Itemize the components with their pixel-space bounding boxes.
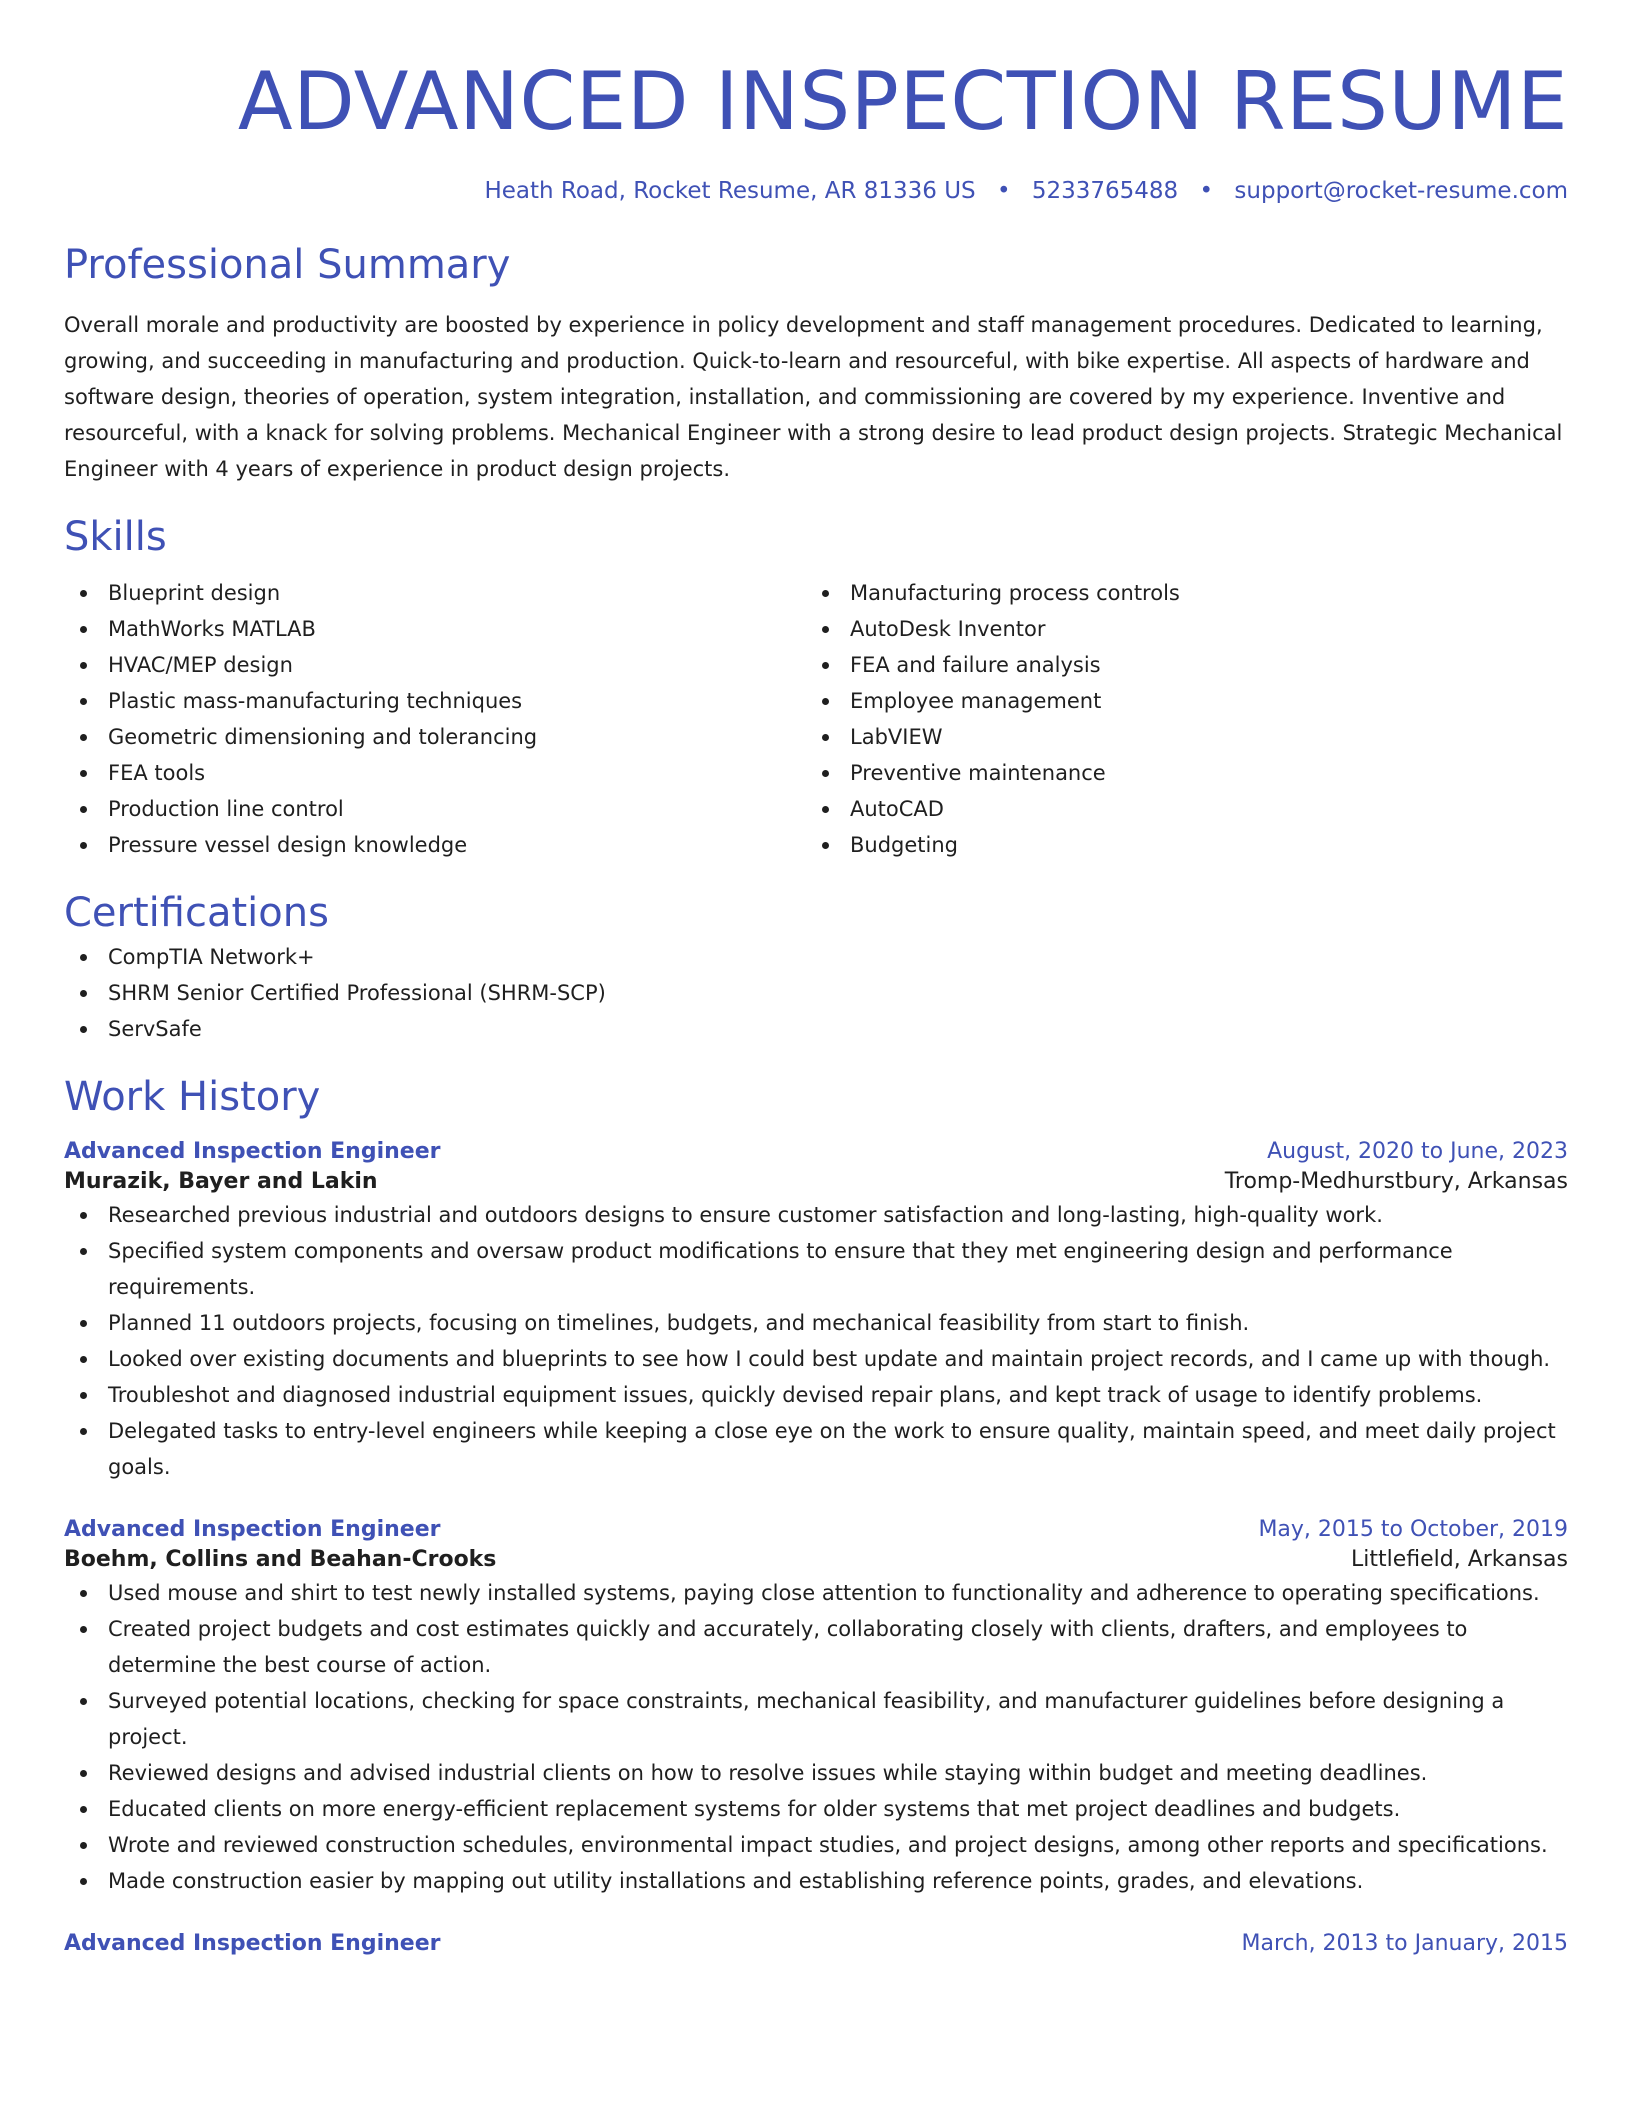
- job-title-row: [64, 1137, 1568, 1167]
- job-bullet: Used mouse and shirt to test newly installed systems, paying close attention to functionality and adherence to operating specifications.: [64, 1575, 1568, 1611]
- job-bullet: Delegated tasks to entry-level engineers while keeping a close eye on the work to ensure quality, maintain speed, and meet daily project goals.: [64, 1413, 1568, 1485]
- job-company-row: [64, 1545, 1568, 1575]
- skills-grid: [64, 575, 1568, 863]
- certifications-list: [64, 939, 1568, 1047]
- skill-item: Budgeting: [806, 827, 1548, 863]
- contact-address: Heath Road, Rocket Resume, AR 81336 US: [484, 178, 976, 204]
- job-entry: [64, 1515, 1568, 1899]
- job-location: Tromp-Medhurstbury, Arkansas: [1224, 1169, 1568, 1194]
- job-bullet: Surveyed potential locations, checking for space constraints, mechanical feasibility, and manufacturer guidelines before designing a project.: [64, 1683, 1568, 1755]
- job-bullet: Specified system components and oversaw product modifications to ensure that they met engineering design and performance requirements.: [64, 1233, 1568, 1305]
- skill-item: Plastic mass-manufacturing techniques: [64, 683, 806, 719]
- skill-item: Pressure vessel design knowledge: [64, 827, 806, 863]
- job-title-row: [64, 1929, 1568, 1959]
- work-history-section: [64, 1071, 1568, 1959]
- certifications-section: [64, 887, 1568, 1047]
- skill-item: Geometric dimensioning and tolerancing: [64, 719, 806, 755]
- job-company-row: [64, 1167, 1568, 1197]
- job-location: Littlefield, Arkansas: [1350, 1547, 1568, 1572]
- resume-header: [64, 0, 1568, 207]
- job-title: Advanced Inspection Engineer: [64, 1139, 441, 1164]
- summary-text: Overall morale and productivity are boosted by experience in policy development and staff management procedures. Dedicated to learning, growing, and succeeding in manufacturing and production. Quick-to-learn and resourceful, with bike expertise. All aspects of hardware and software design, theories of operation, system integration, installation, and commissioning are covered by my experience. Inventive and resourceful, with a knack for solving problems. Mechanical Engineer with a strong desire to lead product design projects. Strategic Mechanical Engineer with 4 years of experience in product design projects.: [64, 313, 1563, 481]
- summary-heading: Professional Summary: [64, 242, 511, 288]
- job-bullet: Planned 11 outdoors projects, focusing on timelines, budgets, and mechanical feasibility from start to finish.: [64, 1305, 1568, 1341]
- skills-heading: Skills: [64, 514, 167, 560]
- certification-item: SHRM Senior Certified Professional (SHRM-SCP): [64, 975, 1568, 1011]
- skill-item: Employee management: [806, 683, 1548, 719]
- job-bullet: Troubleshot and diagnosed industrial equipment issues, quickly devised repair plans, and kept track of usage to identify problems.: [64, 1377, 1568, 1413]
- job-company: Boehm, Collins and Beahan-Crooks: [64, 1547, 497, 1572]
- job-bullet: Looked over existing documents and blueprints to see how I could best update and maintain project records, and I came up with though.: [64, 1341, 1568, 1377]
- job-bullet: Made construction easier by mapping out utility installations and establishing reference points, grades, and elevations.: [64, 1863, 1568, 1899]
- job-bullet: Wrote and reviewed construction schedules, environmental impact studies, and project designs, among other reports and specifications.: [64, 1827, 1568, 1863]
- work-history-heading: Work History: [64, 1074, 321, 1120]
- job-bullets: [64, 1575, 1568, 1899]
- certification-item: ServSafe: [64, 1011, 1568, 1047]
- job-bullets: [64, 1197, 1568, 1485]
- skill-item: Preventive maintenance: [806, 755, 1548, 791]
- skill-item: AutoCAD: [806, 791, 1548, 827]
- skill-item: MathWorks MATLAB: [64, 611, 806, 647]
- job-entry: [64, 1137, 1568, 1485]
- skills-list-left: [64, 575, 806, 863]
- job-company: Murazik, Bayer and Lakin: [64, 1169, 378, 1194]
- job-title: Advanced Inspection Engineer: [64, 1517, 441, 1542]
- contact-separator: •: [996, 178, 1011, 204]
- job-dates: March, 2013 to January, 2015: [1241, 1931, 1568, 1956]
- skill-item: Blueprint design: [64, 575, 806, 611]
- certification-item: CompTIA Network+: [64, 939, 1568, 975]
- contact-separator: •: [1199, 178, 1214, 204]
- job-bullet: Educated clients on more energy-efficient replacement systems for older systems that met project deadlines and budgets.: [64, 1791, 1568, 1827]
- job-dates: August, 2020 to June, 2023: [1267, 1139, 1568, 1164]
- job-entry: [64, 1929, 1568, 1959]
- resume-title: ADVANCED INSPECTION RESUME: [237, 55, 1568, 148]
- contact-line: [64, 175, 1568, 207]
- contact-phone: 5233765488: [1031, 178, 1179, 204]
- job-title-row: [64, 1515, 1568, 1545]
- skill-item: Production line control: [64, 791, 806, 827]
- skills-list-right: [806, 575, 1548, 863]
- skill-item: FEA and failure analysis: [806, 647, 1548, 683]
- skill-item: HVAC/MEP design: [64, 647, 806, 683]
- skill-item: LabVIEW: [806, 719, 1548, 755]
- contact-email[interactable]: support@rocket-resume.com: [1234, 178, 1568, 204]
- job-bullet: Created project budgets and cost estimates quickly and accurately, collaborating closely with clients, drafters, and employees to determine the best course of action.: [64, 1611, 1568, 1683]
- job-title: Advanced Inspection Engineer: [64, 1931, 441, 1956]
- skill-item: AutoDesk Inventor: [806, 611, 1548, 647]
- skill-item: FEA tools: [64, 755, 806, 791]
- job-bullet: Researched previous industrial and outdoors designs to ensure customer satisfaction and long-lasting, high-quality work.: [64, 1197, 1568, 1233]
- job-dates: May, 2015 to October, 2019: [1258, 1517, 1568, 1542]
- skill-item: Manufacturing process controls: [806, 575, 1548, 611]
- skills-section: [64, 511, 1568, 863]
- certifications-heading: Certifications: [64, 890, 329, 936]
- job-bullet: Reviewed designs and advised industrial clients on how to resolve issues while staying within budget and meeting deadlines.: [64, 1755, 1568, 1791]
- summary-section: [64, 239, 1568, 487]
